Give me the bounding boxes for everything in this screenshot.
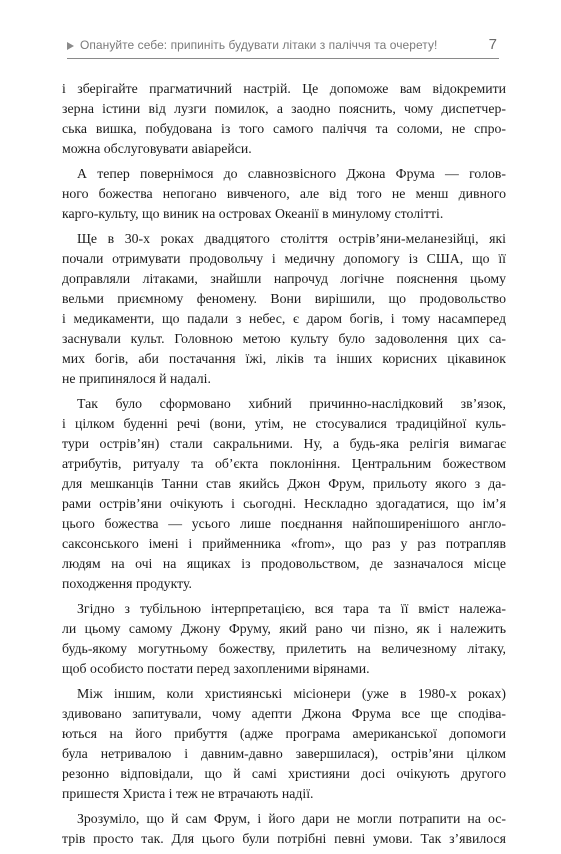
text-line: заснували культ. Головною метою культу було задоволення цих са- <box>62 331 506 346</box>
triangle-marker-icon <box>67 42 74 50</box>
text-line: ного божества непогано вивченого, але від того не менш дивного <box>62 186 506 201</box>
text-line: резонно відповідали, що й самі християни досі очікують другого <box>62 766 506 781</box>
text-line: доправляли літаками, знайшли напрочуд логічне пояснення цьому <box>62 271 506 286</box>
text-line: атрибутів, ритуалу та об’єкта поклоніння. Центральним божеством <box>62 456 506 471</box>
text-line: цього божества — усього лише поєднання найпоширенішого англо- <box>62 516 506 531</box>
paragraph <box>62 684 506 804</box>
text-line: і зберігайте прагматичний настрій. Це допоможе вам відокремити <box>62 81 506 96</box>
text-line: карго-культу, що виник на островах Океанії в минулому столітті. <box>62 206 444 221</box>
text-line: Ще в 30-х роках двадцятого століття острів’яни-меланезійці, які <box>77 231 506 246</box>
text-line: вельми приємному феномену. Вони вирішили, що продовольство <box>62 291 506 306</box>
text-line: здивовано запитували, чому адепти Джона Фрума все ще сподіва- <box>62 706 506 721</box>
text-line: мих богів, аби постачання їжі, ліків та інших корисних цікавинок <box>62 351 506 366</box>
text-line: була нетривалою і давним-давно завершилася), острів’яни цілком <box>62 746 506 761</box>
paragraph <box>62 809 506 849</box>
text-line: почали отримувати продовольчу і медичну допомогу із США, що її <box>62 251 506 266</box>
text-line: пришестя Христа і теж не втрачають надії. <box>62 786 314 801</box>
text-line: ська вишка, побудована із того самого паліччя та соломи, не спро- <box>62 121 506 136</box>
paragraph <box>62 394 506 594</box>
text-line: ли цьому самому Джону Фруму, який рано чи пізно, як і належить <box>62 621 506 636</box>
text-line: трів просто так. Для цього були потрібні певні умови. Так з’явилося <box>62 831 506 846</box>
text-line: і цілком буденні речі (вони, утім, не стосувалися традиційної куль- <box>62 416 506 431</box>
text-line: не припинялося й надалі. <box>62 371 211 386</box>
running-title: Опануйте себе: припиніть будувати літаки з паліччя та очерету! <box>80 38 438 52</box>
text-line: походження продукту. <box>62 576 192 591</box>
text-line: тури острів’ян) стали сакральними. Ну, а будь-яка релігія вимагає <box>62 436 506 451</box>
text-line: можна обслуговувати авіарейси. <box>62 141 252 156</box>
paragraph <box>62 79 506 159</box>
paragraph <box>62 164 506 224</box>
page-number: 7 <box>488 36 497 53</box>
text-line: Так було сформовано хибний причинно-наслідковий зв’язок, <box>77 396 506 411</box>
text-line: і медикаменти, що падали з небес, є даром богів, і тому насамперед <box>62 311 506 326</box>
text-line: будь-якому могутньому божеству, прилетить на величезному літаку, <box>62 641 506 656</box>
body-text <box>62 79 506 854</box>
text-line: зерна істини від лузги помилок, а заодно пояснить, чому диспетчер- <box>62 101 506 116</box>
text-line: саксонського імені і прийменника «from», що раз у раз потрапляв <box>62 536 506 551</box>
text-line: Між іншим, коли християнські місіонери (уже в 1980-х роках) <box>77 686 506 701</box>
text-line: людям на очі на ящиках із продовольством, де зазначалося місце <box>62 556 506 571</box>
text-line: Згідно з тубільною інтерпретацією, вся тара та її вміст належа- <box>77 601 506 616</box>
text-line: А тепер повернімося до славнозвісного Джона Фрума — голов- <box>77 166 506 181</box>
paragraph <box>62 229 506 389</box>
paragraph <box>62 599 506 679</box>
text-line: Зрозуміло, що й сам Фрум, і його дари не могли потрапити на ос- <box>77 811 506 826</box>
text-line: для мешканців Танни став якийсь Джон Фрум, прильоту якого з да- <box>62 476 506 491</box>
text-line: рами острів’яни очікують і сьогодні. Нескладно здогадатися, що ім’я <box>62 496 506 511</box>
text-line: щоб особисто постати перед захопленими вірянами. <box>62 661 370 676</box>
running-header <box>67 36 499 59</box>
text-line: ються на його прибуття (адже програма американської допомоги <box>62 726 506 741</box>
